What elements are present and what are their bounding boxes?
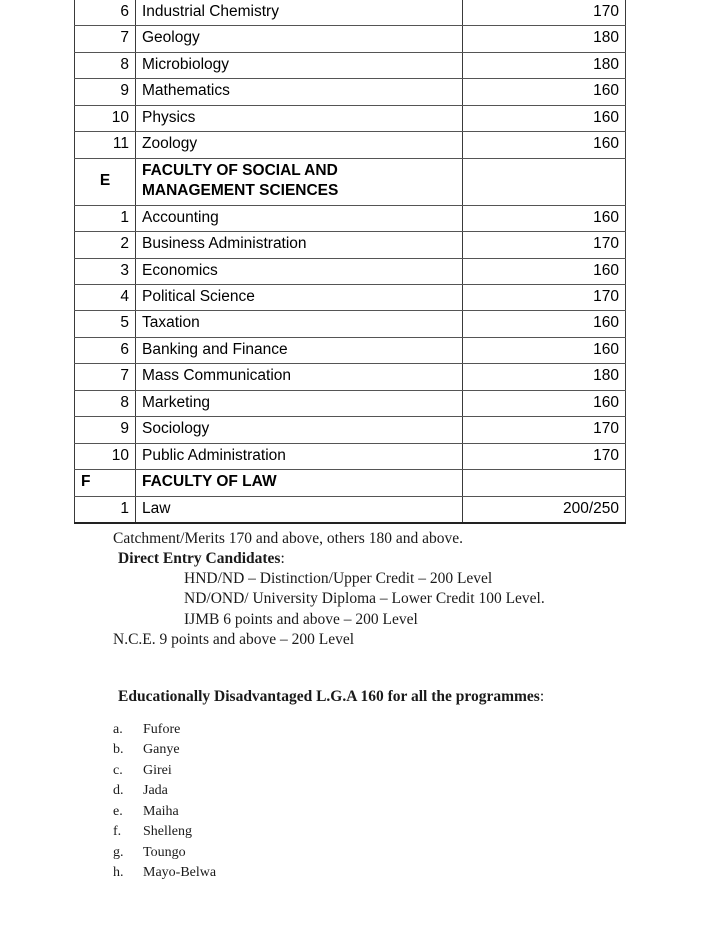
- lga-item-marker: d.: [113, 783, 124, 799]
- table-row: [75, 79, 626, 105]
- table-row: [75, 390, 626, 416]
- table-row: [75, 443, 626, 469]
- table-row: [75, 232, 626, 258]
- table-row: [75, 417, 626, 443]
- cutoff-score: 170: [463, 232, 626, 258]
- faculty-code: F: [75, 470, 136, 496]
- row-serial-number: 1: [75, 205, 136, 231]
- lga-item-marker: e.: [113, 803, 123, 819]
- cutoff-score: [463, 158, 626, 205]
- note-catchment: Catchment/Merits 170 and above, others 180 and above.: [113, 530, 463, 547]
- programme-name: Mathematics: [136, 79, 463, 105]
- note-direct-entry-heading: [0, 549, 720, 569]
- lga-item-name: Ganye: [143, 742, 180, 758]
- lga-item-marker: g.: [113, 844, 124, 860]
- table-row: [75, 311, 626, 337]
- cutoff-score: [463, 470, 626, 496]
- faculty-name: FACULTY OF LAW: [136, 470, 463, 496]
- programme-name: Law: [136, 496, 463, 523]
- programme-name: Physics: [136, 105, 463, 131]
- lga-heading-colon: :: [539, 688, 545, 705]
- faculty-code: E: [75, 158, 136, 205]
- lga-item-name: Mayo-Belwa: [143, 865, 217, 881]
- table-row: [75, 284, 626, 310]
- table-row: [75, 105, 626, 131]
- lga-list-item: [0, 822, 720, 842]
- note-entry-nce: N.C.E. 9 points and above – 200 Level: [113, 630, 355, 648]
- faculty-name: [136, 158, 463, 205]
- admission-notes: [0, 529, 720, 650]
- lga-list: [0, 720, 720, 884]
- lga-heading-text: Educationally Disadvantaged L.G.A 160 for all the programmes: [118, 688, 540, 705]
- admission-cutoff-table: [74, 0, 626, 524]
- table-body: [75, 0, 626, 523]
- programme-name: Business Administration: [136, 232, 463, 258]
- lga-item-name: Shelleng: [143, 824, 192, 840]
- note-entry-hnd-nd: HND/ND – Distinction/Upper Credit – 200 Level: [184, 570, 493, 588]
- row-serial-number: 3: [75, 258, 136, 284]
- programme-name: Mass Communication: [136, 364, 463, 390]
- programme-name: Economics: [136, 258, 463, 284]
- cutoff-score: 170: [463, 443, 626, 469]
- cutoff-score: 180: [463, 364, 626, 390]
- cutoff-score: 170: [463, 417, 626, 443]
- direct-entry-label: Direct Entry Candidates: [118, 550, 281, 568]
- row-serial-number: 9: [75, 417, 136, 443]
- lga-list-item: [0, 781, 720, 801]
- cutoff-score: 160: [463, 311, 626, 337]
- row-serial-number: 8: [75, 52, 136, 78]
- programme-name: Banking and Finance: [136, 337, 463, 363]
- lga-item-name: Toungo: [143, 844, 186, 860]
- programme-name: Public Administration: [136, 443, 463, 469]
- programme-name: Geology: [136, 26, 463, 52]
- row-serial-number: 7: [75, 26, 136, 52]
- row-serial-number: 10: [75, 105, 136, 131]
- lga-list-item: [0, 843, 720, 863]
- disadvantaged-lga-section: [0, 688, 720, 884]
- programme-name: Zoology: [136, 132, 463, 158]
- lga-list-item: [0, 863, 720, 883]
- lga-list-item: [0, 720, 720, 740]
- cutoff-score: 200/250: [463, 496, 626, 523]
- row-serial-number: 7: [75, 364, 136, 390]
- note-entry-nd-ond: ND/OND/ University Diploma – Lower Credit 100 Level.: [184, 590, 545, 608]
- row-serial-number: 9: [75, 79, 136, 105]
- faculty-name-line-2: MANAGEMENT SCIENCES: [142, 182, 339, 200]
- cutoff-score: 160: [463, 258, 626, 284]
- programme-name: Taxation: [136, 311, 463, 337]
- programme-name: Industrial Chemistry: [136, 0, 463, 26]
- lga-item-marker: a.: [113, 722, 123, 737]
- lga-item-name: Maiha: [143, 803, 179, 819]
- cutoff-score: 180: [463, 52, 626, 78]
- cutoff-score: 160: [463, 79, 626, 105]
- row-serial-number: 8: [75, 390, 136, 416]
- lga-item-name: Jada: [143, 783, 168, 799]
- row-serial-number: 4: [75, 284, 136, 310]
- row-serial-number: 2: [75, 232, 136, 258]
- table-row: [75, 205, 626, 231]
- programme-name: Sociology: [136, 417, 463, 443]
- cutoff-score: 160: [463, 390, 626, 416]
- table-row: [75, 258, 626, 284]
- admission-cutoff-table-container: [74, 0, 625, 524]
- cutoff-score: 170: [463, 0, 626, 26]
- row-serial-number: 6: [75, 0, 136, 26]
- cutoff-score: 160: [463, 337, 626, 363]
- lga-heading: [0, 688, 720, 706]
- table-row: [75, 158, 626, 205]
- table-row: [75, 364, 626, 390]
- table-row: [75, 337, 626, 363]
- cutoff-score: 160: [463, 205, 626, 231]
- lga-item-name: Girei: [143, 762, 172, 778]
- lga-item-name: Fufore: [143, 722, 181, 737]
- lga-item-marker: h.: [113, 865, 124, 881]
- row-serial-number: 6: [75, 337, 136, 363]
- cutoff-score: 180: [463, 26, 626, 52]
- direct-entry-colon: :: [280, 550, 285, 568]
- lga-item-marker: b.: [113, 742, 124, 758]
- programme-name: Marketing: [136, 390, 463, 416]
- row-serial-number: 1: [75, 496, 136, 523]
- row-serial-number: 11: [75, 132, 136, 158]
- cutoff-score: 160: [463, 105, 626, 131]
- row-serial-number: 10: [75, 443, 136, 469]
- table-row: [75, 132, 626, 158]
- lga-item-marker: c.: [113, 762, 123, 778]
- lga-list-item: [0, 802, 720, 822]
- lga-item-marker: f.: [113, 824, 122, 840]
- table-row: [75, 496, 626, 523]
- row-serial-number: 5: [75, 311, 136, 337]
- lga-list-item: [0, 740, 720, 760]
- table-row: [75, 0, 626, 26]
- faculty-name-line-1: FACULTY OF SOCIAL AND: [142, 161, 338, 179]
- cutoff-score: 160: [463, 132, 626, 158]
- lga-list-item: [0, 761, 720, 781]
- programme-name: Political Science: [136, 284, 463, 310]
- note-entry-ijmb: IJMB 6 points and above – 200 Level: [184, 610, 418, 628]
- table-row: [75, 470, 626, 496]
- programme-name: Microbiology: [136, 52, 463, 78]
- table-row: [75, 26, 626, 52]
- table-row: [75, 52, 626, 78]
- programme-name: Accounting: [136, 205, 463, 231]
- cutoff-score: 170: [463, 284, 626, 310]
